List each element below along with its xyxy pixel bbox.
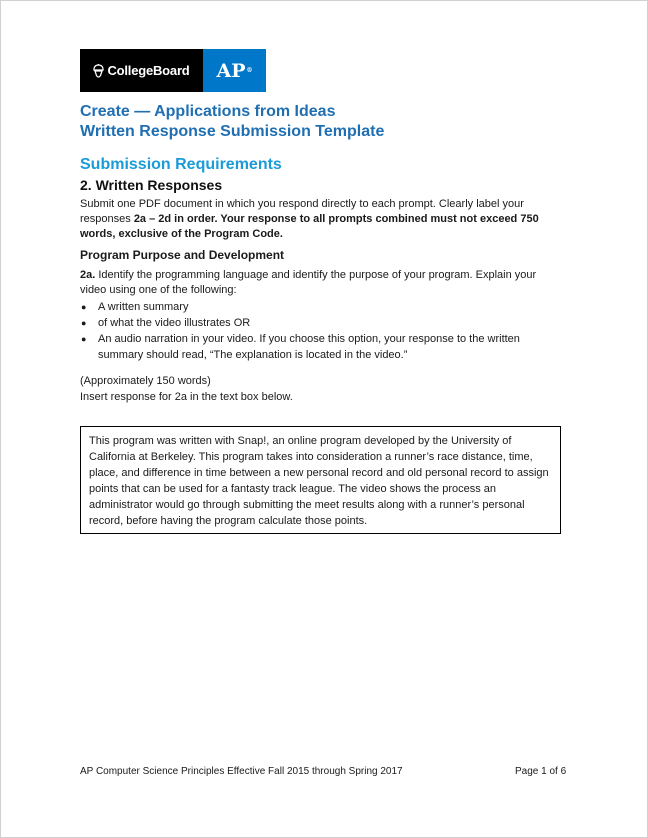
word-limit-note: (Approximately 150 words) xyxy=(80,375,211,387)
list-item-text: of what the video illustrates OR xyxy=(98,317,251,329)
option-list xyxy=(80,299,560,363)
ap-logo xyxy=(203,49,266,92)
prompt-label: 2a. xyxy=(80,269,96,281)
title-line-2: Written Response Submission Template xyxy=(80,123,385,140)
response-2a-textbox[interactable] xyxy=(80,426,561,534)
footer-page-number: Page 1 of 6 xyxy=(515,766,567,777)
bullet-icon: ● xyxy=(81,334,87,344)
section-subheading: 2. Written Responses xyxy=(80,177,223,193)
ap-wordmark: AP xyxy=(216,59,246,82)
footer-course-info: AP Computer Science Principles Effective Fall 2015 through Spring 2017 xyxy=(80,766,403,777)
instructions-text: Submit one PDF document in which you respond directly to each prompt. Clearly label your responses xyxy=(80,198,524,225)
list-item-text: An audio narration in your video. If you choose this option, your response to the written summary should read, “The explanation is located in the video.” xyxy=(98,333,520,361)
collegeboard-wordmark: CollegeBoard xyxy=(107,63,190,78)
list-item xyxy=(80,315,560,331)
list-item xyxy=(80,299,560,315)
collegeboard-logo xyxy=(80,49,203,92)
insert-response-note: Insert response for 2a in the text box below. xyxy=(80,391,293,403)
response-2a-text: This program was written with Snap!, an online program developed by the University of California at Berkeley. This program takes into consideration a runner’s race distance, time, place, and difference in time between a new personal record and old personal record to assign points that can be used for a fantasty track league. The video shows the process an administrator would go through submitting the meet results along with a runner’s personal record, before having the program calculate those points. xyxy=(89,435,549,527)
bullet-icon: ● xyxy=(81,302,87,312)
prompt-2a xyxy=(80,268,560,298)
prompt-text: Identify the programming language and identify the purpose of your program. Explain your video using one of the following: xyxy=(80,269,537,296)
collegeboard-ap-logo xyxy=(80,49,266,92)
instructions-bold-text: 2a – 2d in order. Your response to all prompts combined must not exceed 750 words, exclusive of the Program Code. xyxy=(80,213,539,240)
program-purpose-heading: Program Purpose and Development xyxy=(80,248,285,262)
instructions-paragraph xyxy=(80,197,560,242)
section-heading: Submission Requirements xyxy=(80,156,282,173)
bullet-icon: ● xyxy=(81,318,87,328)
list-item-text: A written summary xyxy=(98,301,189,313)
acorn-icon xyxy=(93,64,104,78)
list-item xyxy=(80,331,560,363)
document-title xyxy=(80,102,384,142)
title-line-1: Create — Applications from Ideas xyxy=(80,103,336,120)
ap-trademark-icon: ® xyxy=(246,67,253,74)
